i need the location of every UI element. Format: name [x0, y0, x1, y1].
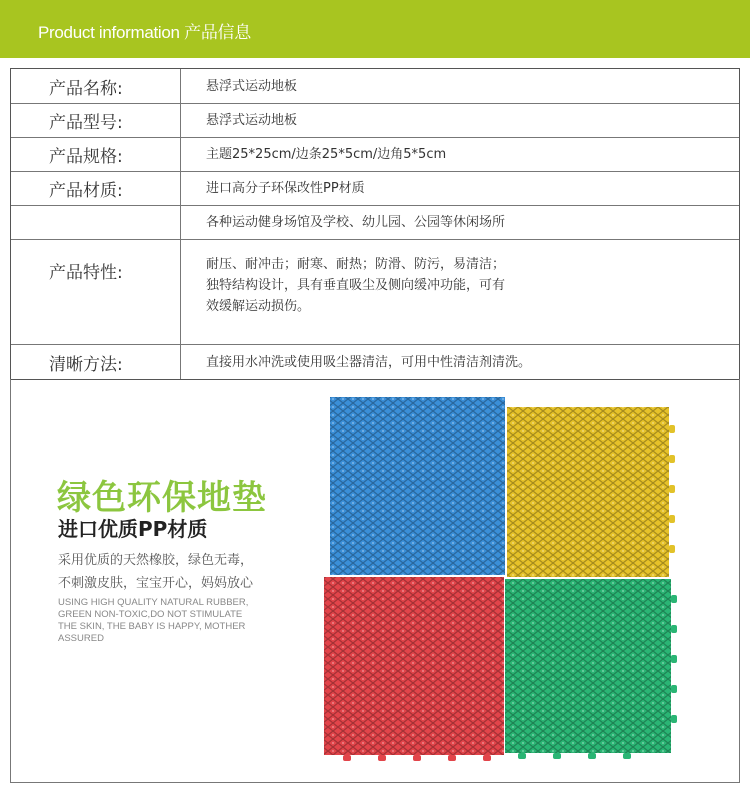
table-row [11, 69, 739, 104]
table-row [11, 345, 739, 379]
feature-line: 效缓解运动损伤。 [206, 299, 311, 314]
row-label: 产品名称: [11, 69, 181, 103]
table-row [11, 138, 739, 172]
header-title: Product information 产品信息 [38, 23, 251, 42]
mat-connectors-yellow [669, 425, 675, 553]
promo-en-line: GREEN NON-TOXIC,DO NOT STIMULATE [58, 609, 243, 620]
row-value: 进口高分子环保改性PP材质 [206, 181, 365, 196]
row-label: 产品型号: [11, 104, 181, 137]
table-row [11, 206, 739, 240]
promo-en-line: USING HIGH QUALITY NATURAL RUBBER, [58, 597, 249, 608]
feature-line: 独特结构设计，具有垂直吸尘及侧向缓冲功能，可有 [206, 278, 506, 293]
header-bar [0, 0, 750, 58]
row-value: 主题25*25cm/边条25*5cm/边角5*5cm [206, 147, 447, 162]
product-info-table [10, 68, 740, 380]
mat-tile-blue [330, 397, 505, 575]
row-value: 各种运动健身场馆及学校、幼儿园、公园等休闲场所 [206, 215, 506, 230]
promo-description-cn [58, 549, 253, 595]
promo-en-line: THE SKIN, THE BABY IS HAPPY, MOTHER [58, 621, 246, 632]
row-value [181, 240, 739, 344]
row-value: 悬浮式运动地板 [206, 113, 298, 128]
mat-connectors-red [343, 755, 491, 761]
row-label: 产品材质: [11, 172, 181, 205]
mat-tile-red [324, 577, 504, 755]
table-row [11, 240, 739, 345]
table-row [11, 104, 739, 138]
promo-en-line: ASSURED [58, 633, 104, 644]
mat-tile-green [505, 579, 671, 753]
promo-cn-line: 采用优质的天然橡胶，绿色无毒， [58, 553, 254, 568]
row-label: 产品规格: [11, 138, 181, 171]
mat-tile-yellow [507, 407, 669, 577]
row-label [11, 206, 181, 239]
row-value: 直接用水冲洗或使用吸尘器清洁，可用中性清洁剂清洗。 [206, 354, 532, 370]
promo-title: 绿色环保地垫 [57, 478, 267, 518]
floor-mat-image [318, 395, 683, 770]
table-row [11, 172, 739, 206]
row-label: 清晰方法: [11, 345, 181, 379]
feature-line: 耐压、耐冲击；耐寒、耐热；防滑、防污，易清洁； [206, 257, 506, 272]
promo-subtitle: 进口优质PP材质 [58, 517, 208, 541]
row-value: 悬浮式运动地板 [206, 78, 298, 94]
promo-cn-line: 不刺激皮肤，宝宝开心，妈妈放心 [58, 576, 254, 591]
promo-description-en [58, 597, 248, 645]
row-label: 产品特性: [11, 240, 181, 344]
